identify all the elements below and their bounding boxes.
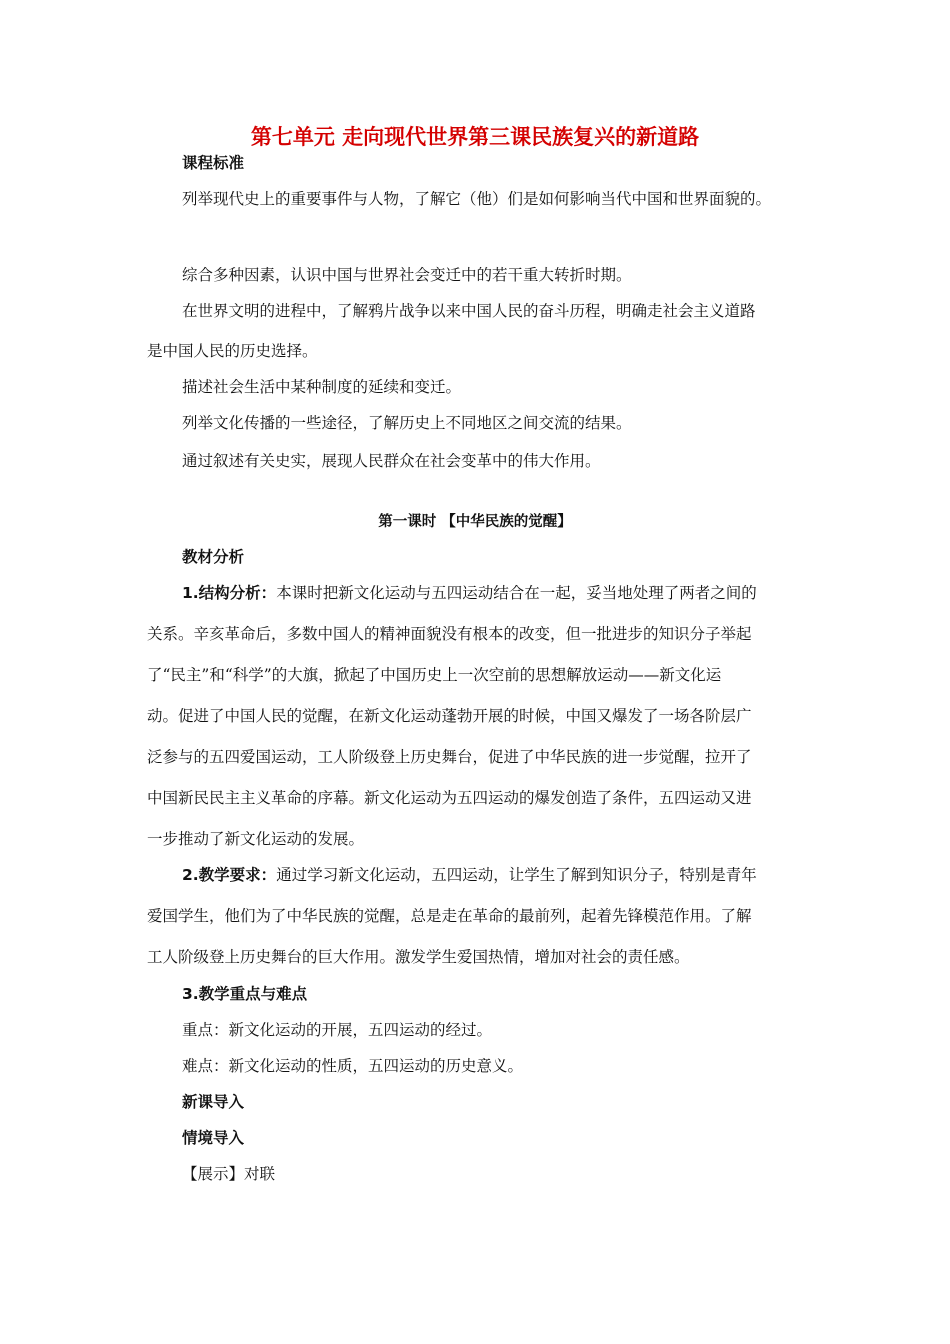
- difficulty-line: 难点：新文化运动的性质，五四运动的历史意义。: [182, 1057, 524, 1075]
- structure-first-text: 本课时把新文化运动与五四运动结合在一起，妥当地处理了两者之间的: [276, 584, 757, 602]
- structure-line-2: 关系。辛亥革命后，多数中国人的精神面貌没有根本的改变，但一批进步的知识分子举起: [147, 625, 752, 643]
- standard-line-4: 是中国人民的历史选择。: [147, 342, 318, 360]
- standard-line-3: 在世界文明的进程中，了解鸦片战争以来中国人民的奋斗历程，明确走社会主义道路: [182, 302, 756, 320]
- requirement-line-2: 爱国学生，他们为了中华民族的觉醒，总是走在革命的最前列，起着先锋模范作用。了解: [147, 907, 752, 925]
- key-point-line: 重点：新文化运动的开展，五四运动的经过。: [182, 1021, 493, 1039]
- section-heading-scenario: 情境导入: [182, 1129, 245, 1147]
- structure-line-4: 动。促进了中国人民的觉醒，在新文化运动蓬勃开展的时候，中国又爆发了一场各阶层广: [147, 707, 752, 725]
- document-title: 第七单元 走向现代世界第三课民族复兴的新道路: [250, 125, 700, 149]
- section-heading-analysis: 教材分析: [182, 548, 245, 566]
- show-couplet-line: 【展示】对联: [182, 1165, 276, 1183]
- standard-line-6: 列举文化传播的一些途径，了解历史上不同地区之间交流的结果。: [182, 414, 632, 432]
- structure-line-5: 泛参与的五四爱国运动，工人阶级登上历史舞台，促进了中华民族的进一步觉醒，拉开了: [147, 748, 752, 766]
- requirement-paragraph-first-line: [182, 865, 757, 885]
- requirement-label: 2.教学要求：: [182, 866, 277, 884]
- requirement-first-text: 通过学习新文化运动，五四运动，让学生了解到知识分子，特别是青年: [276, 866, 757, 884]
- standard-line-1: 列举现代史上的重要事件与人物，了解它（他）们是如何影响当代中国和世界面貌的。: [182, 190, 772, 208]
- structure-line-3: 了“民主”和“科学”的大旗，掀起了中国历史上一次空前的思想解放运动——新文化运: [147, 666, 722, 684]
- standard-line-2: 综合多种因素，认识中国与世界社会变迁中的若干重大转折时期。: [182, 266, 632, 284]
- standard-line-5: 描述社会生活中某种制度的延续和变迁。: [182, 378, 462, 396]
- structure-paragraph-first-line: [182, 583, 757, 603]
- section-heading-standard: 课程标准: [182, 154, 245, 172]
- lesson-title: 第一课时 【中华民族的觉醒】: [378, 514, 572, 530]
- structure-label: 1.结构分析：: [182, 584, 277, 602]
- requirement-line-3: 工人阶级登上历史舞台的巨大作用。激发学生爱国热情，增加对社会的责任感。: [147, 948, 690, 966]
- section-heading-intro: 新课导入: [182, 1093, 245, 1111]
- section-heading-key-points: 3.教学重点与难点: [182, 985, 308, 1003]
- structure-line-7: 一步推动了新文化运动的发展。: [147, 830, 365, 848]
- structure-line-6: 中国新民民主主义革命的序幕。新文化运动为五四运动的爆发创造了条件，五四运动又进: [147, 789, 752, 807]
- standard-line-7: 通过叙述有关史实，展现人民群众在社会变革中的伟大作用。: [182, 452, 601, 470]
